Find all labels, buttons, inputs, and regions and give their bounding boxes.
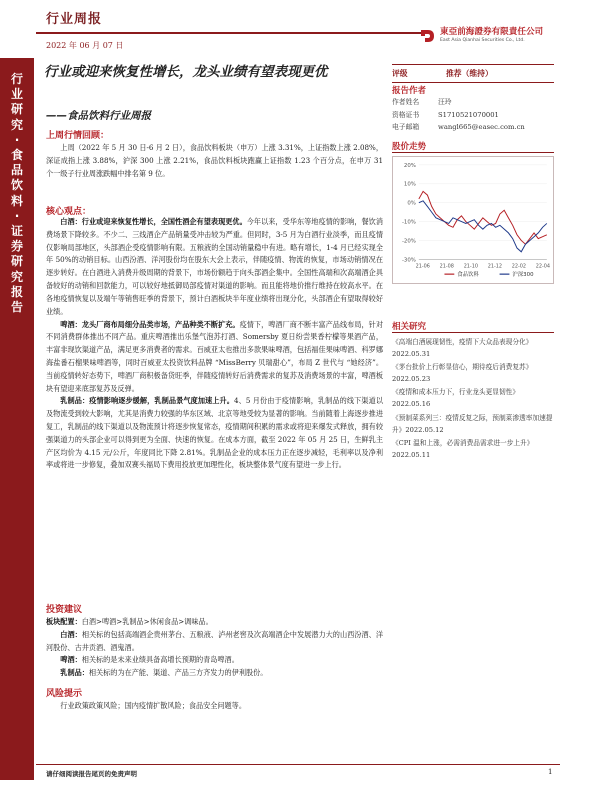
related-title: 《疫情和成本压力下，行业龙头更显韧性》 xyxy=(392,388,520,397)
cert-label: 资格证书 xyxy=(392,110,420,119)
related-item[interactable] xyxy=(392,412,556,436)
rating-row xyxy=(392,68,554,82)
sidebar-char: · xyxy=(14,132,20,147)
dairy-lead: 乳制品：疫情影响逐步缓解，乳制品景气度加速上升。 xyxy=(60,396,235,406)
beer-paragraph xyxy=(46,319,383,396)
x-tick-label: 22-02 xyxy=(511,263,527,270)
dairy-text: 4、5 月份由于疫情影响，乳制品的线下渠道以及物流受到较大影响，尤其是消费力较强的华东区域、北京等地受较为显著的影响。当前随着上海逐步推进复工，乳制品的线下渠道以及物流预计将逐步恢复常态，疫情期间积累的需求或将迎来爆发式释放，拥有较强渠道力的头部企业可以得到更为全面、快速的恢复。在成本方面，截至 2022 年 05 月 25 日，生鲜乳主产区均价为 4.15 元/公斤，年度同比下降 2.81%。乳制品企业的成本压力正在逐步减轻，毛利率以及净利率或将进一步修复，叠加双赛头福局下费用投放更加理性化，板块整体景气度有望进一步上行。 xyxy=(46,396,383,470)
related-item[interactable] xyxy=(392,361,556,385)
related-title: 《预制菜系列三：疫情反复之际，预制菜渗透率加速提升》 xyxy=(392,413,553,434)
y-tick-label: 20% xyxy=(403,162,416,169)
core-views xyxy=(46,216,383,472)
advice-beer-text: 相关标的是未来业绩具备高增长预期的青岛啤酒。 xyxy=(81,655,239,665)
series-line-hs300 xyxy=(419,201,547,252)
sidebar-char: 告 xyxy=(10,300,23,315)
y-tick-label: -20% xyxy=(401,238,416,245)
related-date: 2022.05.23 xyxy=(392,375,431,384)
x-tick-label: 21-06 xyxy=(415,263,430,270)
trend-heading: 股价走势 xyxy=(392,142,427,152)
advice-dairy-label: 乳制品： xyxy=(60,668,89,678)
sidebar-char: 食 xyxy=(10,148,23,163)
author-info xyxy=(392,96,554,134)
review-text: 上周（2022 年 5 月 30 日-6 月 2 日），食品饮料板块（申万）上涨 3.31%，上证指数上涨 2.08%，深证成指上涨 3.88%，沪深 300 上涨 2.21%，食品饮料板块跑赢上证指数 1.23 个百分点，在申万 31 个一级子行业周涨跌幅中排名第 9 位。 xyxy=(46,143,383,178)
sidebar-char: 业 xyxy=(10,87,23,102)
advice-beer-label: 啤酒： xyxy=(60,655,82,665)
related-item[interactable] xyxy=(392,386,556,410)
x-tick-label: 22-04 xyxy=(535,263,551,270)
related-title: 《CPI 温和上涨，必需消费品需求进一步上升》 xyxy=(392,438,534,447)
author-email-row xyxy=(392,121,554,134)
author-name: 汪玲 xyxy=(438,98,452,106)
related-item[interactable] xyxy=(392,336,556,360)
related-item[interactable] xyxy=(392,437,556,461)
author-email[interactable]: wangl665@easec.com.cn xyxy=(438,123,525,131)
sidebar-char: 品 xyxy=(10,163,23,178)
advice-block xyxy=(46,616,383,680)
report-subtitle: ——食品饮料行业周报 xyxy=(46,110,151,122)
header-rule xyxy=(36,32,426,34)
legend-label: 沪深300 xyxy=(512,272,534,279)
advice-baijiu-text: 相关标的包括高端酒企贵州茅台、五粮液、泸州老窖及次高端酒企中发展潜力大的山西汾酒、洋河股份、古井贡酒、酒鬼酒。 xyxy=(46,629,383,652)
sidebar-char: 证 xyxy=(10,224,23,239)
company-logo-icon xyxy=(418,26,438,46)
footer-rule xyxy=(36,764,560,765)
y-tick-label: 0% xyxy=(407,200,416,207)
section-heading-core: 核心观点： xyxy=(46,207,92,217)
rating-top-rule xyxy=(392,64,554,65)
report-title: 行业或迎来恢复性增长，龙头业绩有望表现更优 xyxy=(44,64,328,80)
sidebar-label xyxy=(0,72,34,315)
footer-disclaimer: 请仔细阅读报告尾页的免责声明 xyxy=(46,770,137,778)
related-rule xyxy=(392,332,554,333)
author-name-row xyxy=(392,96,554,109)
advice-baijiu xyxy=(46,629,383,655)
rating-label: 评级 xyxy=(392,69,408,78)
section-heading-advice: 投资建议 xyxy=(46,605,83,615)
related-title: 《茅台批价上行彰显信心，期待疫后消费复苏》 xyxy=(392,363,533,372)
x-tick-label: 21-10 xyxy=(463,263,478,270)
sidebar-char: 究 xyxy=(10,269,23,284)
review-paragraph xyxy=(46,142,383,180)
advice-order xyxy=(46,616,383,629)
sidebar-char: 行 xyxy=(10,72,23,86)
advice-beer xyxy=(46,654,383,667)
advice-dairy xyxy=(46,667,383,680)
baijiu-paragraph xyxy=(46,216,383,319)
sidebar-char: 究 xyxy=(10,117,23,132)
advice-order-label: 板块配置： xyxy=(46,617,82,626)
sidebar-char: 料 xyxy=(10,193,23,208)
sidebar-char: 研 xyxy=(10,254,23,269)
sidebar-char: · xyxy=(14,208,20,223)
series-line-food xyxy=(419,191,547,244)
related-list xyxy=(392,336,556,462)
author-cert-row xyxy=(392,109,554,122)
advice-dairy-text: 相关标的为在产能、渠道、产品三方齐发力的伊利股份。 xyxy=(88,668,268,678)
report-date: 2022 年 06 月 07 日 xyxy=(46,41,124,50)
company-name-en: East Asia Qianhai Securities Co., Ltd. xyxy=(440,38,525,43)
related-date: 2022.05.11 xyxy=(392,450,431,459)
sidebar-char: 研 xyxy=(10,102,23,117)
related-date: 2022.05.12 xyxy=(405,425,444,434)
x-tick-label: 21-12 xyxy=(487,263,502,270)
page-number: 1 xyxy=(548,768,553,776)
author-name-label: 作者姓名 xyxy=(392,98,420,106)
baijiu-lead: 白酒：行业或迎来恢复性增长，全国性酒企有望表现更优。 xyxy=(60,217,247,226)
x-tick-label: 21-08 xyxy=(439,263,454,270)
rating-bottom-rule xyxy=(392,82,554,83)
y-tick-label: -10% xyxy=(401,219,416,226)
related-date: 2022.05.16 xyxy=(392,400,431,409)
risk-text: 行业政策政策风险；国内疫情扩散风险；食品安全问题等。 xyxy=(60,701,246,710)
cert-number: S1710521070001 xyxy=(438,110,499,119)
related-heading: 相关研究 xyxy=(392,322,427,332)
related-date: 2022.05.31 xyxy=(392,350,431,359)
section-heading-review: 上周行情回顾： xyxy=(46,131,110,141)
beer-text: 疫情下，啤酒厂商不断丰富产品线布局，针对不同消费群体推出不同产品。重庆啤酒推出乐堡气泡苏打酒、Somersby 夏日纷尝果香柠檬等果酒产品，丰富非现饮渠道产品，满足更多消费者的需求。百威亚太也推出多款果味啤酒，包括福佳果味啤酒、科罗娜海盐番石榴果味啤酒等，同时百威亚太投资饮料品牌 “MissBerry 贝瑞甜心”，布局 Z 世代与 “她经济”。当前疫情转好态势下，啤酒厂商积极备货旺季，伴随疫情转好后消费需求的复苏及消费场景的丰富，啤酒板块有望迎来底部复苏及反弹。 xyxy=(46,319,383,393)
authors-heading: 报告作者 xyxy=(392,86,427,96)
y-tick-label: 10% xyxy=(403,181,416,188)
sidebar-char: 报 xyxy=(10,284,23,299)
company-name-cn: 東亞前海證券有限責任公司 xyxy=(440,27,544,37)
rating-value: 推荐（维持） xyxy=(446,69,493,78)
legend-label: 食品饮料 xyxy=(457,272,479,279)
y-tick-label: -30% xyxy=(401,257,416,264)
beer-lead: 啤酒：龙头厂商布局细分品类市场，产品种类不断扩充。 xyxy=(60,319,240,329)
risk-block xyxy=(46,700,383,713)
trend-rule xyxy=(392,152,554,153)
stock-trend-chart xyxy=(392,156,554,284)
sidebar-char: 券 xyxy=(10,239,23,254)
sidebar-char: 饮 xyxy=(10,178,23,193)
report-type: 行业周报 xyxy=(46,12,103,27)
baijiu-text: 今年以来，受华东等地疫情的影响，餐饮消费场景下降较多。不少二、三线酒企产品销量受冲击较为严重。但同时，3-5 月为白酒行业淡季，而且疫情仅影响局部地区，头部酒企受疫情影响有限。五粮液的全国动销量稳中有进。略有增长，1-4 月已经实现全年 50%的动销目标。山西汾酒、洋河股份均在股东大会上表示，伴随疫情、物流的恢复，市场动销情况在逐步转好。在白酒进入消费升级周期的背景下，市场份额趋于向头部酒企集中。全国性高端和次高端酒企具备较好的动销和回款能力，可以较好地抵御局部疫情对渠道的影响。而且能将地价推行维持在较高水平。在各地疫情恢复以及端午等销售旺季的背景下，预计白酒板块半年度业绩将出现分化，头部酒企有望取得较好业绩。 xyxy=(46,217,383,316)
advice-baijiu-label: 白酒： xyxy=(60,629,82,639)
section-heading-risk: 风险提示 xyxy=(46,689,83,699)
email-label: 电子邮箱 xyxy=(392,123,420,131)
related-title: 《高端白酒展现韧性，疫情下大众品表现分化》 xyxy=(392,338,533,346)
advice-order-text: 白酒>啤酒>乳制品>休闲食品>调味品。 xyxy=(81,617,213,626)
dairy-paragraph xyxy=(46,395,383,472)
